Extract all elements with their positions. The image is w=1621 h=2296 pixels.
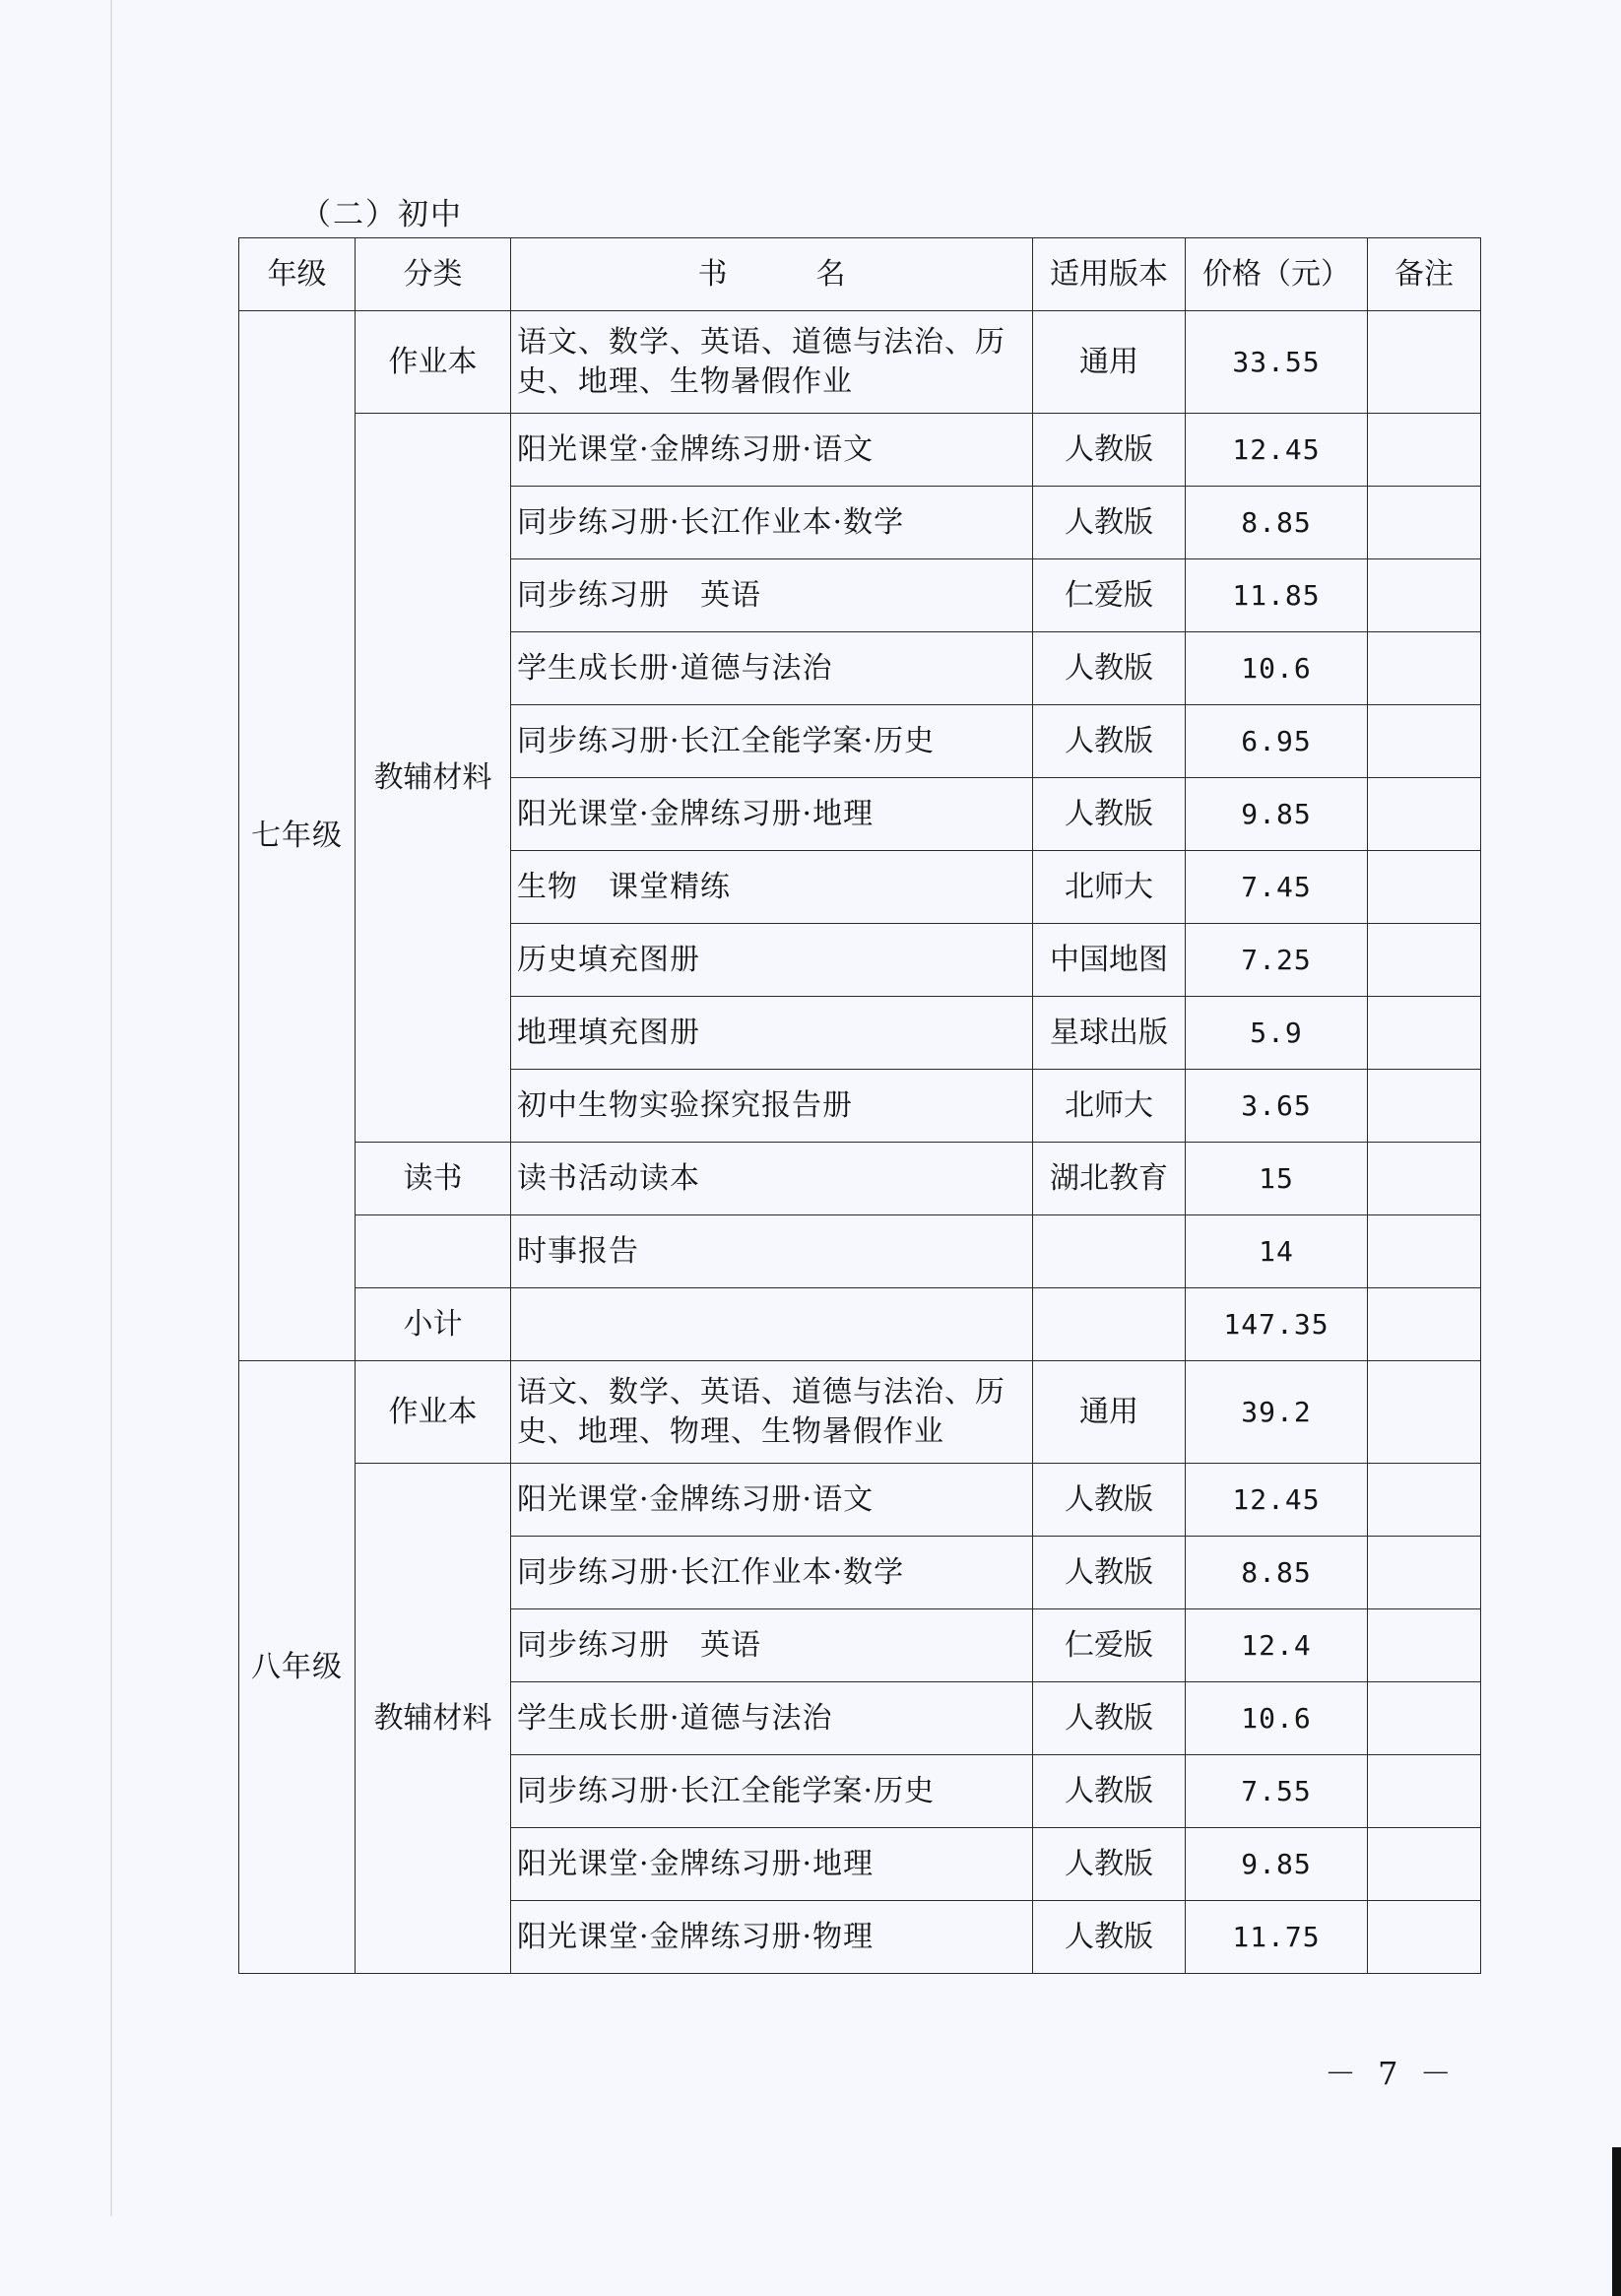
book-name-cell: 同步练习册 英语 — [511, 1609, 1033, 1682]
price-cell: 10.6 — [1186, 632, 1368, 705]
category-cell: 教辅材料 — [356, 1464, 511, 1974]
remark-cell — [1368, 705, 1481, 778]
page-edge — [110, 0, 112, 2216]
header-price: 价格（元） — [1186, 238, 1368, 311]
category-cell — [356, 1215, 511, 1288]
category-cell: 作业本 — [356, 1361, 511, 1464]
price-cell: 9.85 — [1186, 1828, 1368, 1901]
table-row — [239, 1361, 1481, 1464]
page-number: － 7 － — [1325, 2055, 1458, 2092]
book-name-cell: 学生成长册·道德与法治 — [511, 1682, 1033, 1755]
book-name-cell: 地理填充图册 — [511, 997, 1033, 1070]
header-book-name-part1: 书 — [697, 256, 728, 292]
edition-cell: 星球出版 — [1033, 997, 1186, 1070]
edition-cell: 人教版 — [1033, 1755, 1186, 1828]
table-row — [239, 1143, 1481, 1215]
book-name-cell: 生物 课堂精练 — [511, 851, 1033, 924]
price-cell: 39.2 — [1186, 1361, 1368, 1464]
book-name-cell: 同步练习册·长江作业本·数学 — [511, 487, 1033, 559]
edition-cell: 人教版 — [1033, 1901, 1186, 1974]
remark-cell — [1368, 487, 1481, 559]
edition-cell: 通用 — [1033, 311, 1186, 414]
edition-cell: 人教版 — [1033, 487, 1186, 559]
remark-cell — [1368, 924, 1481, 997]
category-cell: 作业本 — [356, 311, 511, 414]
book-name-cell: 同步练习册·长江作业本·数学 — [511, 1537, 1033, 1609]
remark-cell — [1368, 1828, 1481, 1901]
book-name-cell: 历史填充图册 — [511, 924, 1033, 997]
remark-cell — [1368, 414, 1481, 487]
grade-cell: 七年级 — [239, 311, 356, 1361]
edition-cell: 湖北教育 — [1033, 1143, 1186, 1215]
book-name-cell: 阳光课堂·金牌练习册·物理 — [511, 1901, 1033, 1974]
edition-cell — [1033, 1215, 1186, 1288]
table-row — [239, 311, 1481, 414]
grade-cell: 八年级 — [239, 1361, 356, 1974]
remark-cell — [1368, 1901, 1481, 1974]
price-cell: 7.25 — [1186, 924, 1368, 997]
header-edition: 适用版本 — [1033, 238, 1186, 311]
price-cell: 9.85 — [1186, 778, 1368, 851]
remark-cell — [1368, 1609, 1481, 1682]
price-cell: 11.85 — [1186, 559, 1368, 632]
table-header-row — [239, 238, 1481, 311]
price-cell: 12.4 — [1186, 1609, 1368, 1682]
edition-cell: 北师大 — [1033, 851, 1186, 924]
edition-cell: 人教版 — [1033, 632, 1186, 705]
remark-cell — [1368, 851, 1481, 924]
book-name-cell: 初中生物实验探究报告册 — [511, 1070, 1033, 1143]
price-cell: 12.45 — [1186, 1464, 1368, 1537]
edition-cell: 人教版 — [1033, 778, 1186, 851]
book-name-cell: 语文、数学、英语、道德与法治、历史、地理、物理、生物暑假作业 — [511, 1361, 1033, 1464]
remark-cell — [1368, 559, 1481, 632]
remark-cell — [1368, 1755, 1481, 1828]
book-name-cell: 语文、数学、英语、道德与法治、历史、地理、生物暑假作业 — [511, 311, 1033, 414]
book-name-cell: 学生成长册·道德与法治 — [511, 632, 1033, 705]
header-category: 分类 — [356, 238, 511, 311]
header-book-name-part2: 名 — [815, 256, 846, 292]
category-cell: 读书 — [356, 1143, 511, 1215]
remark-cell — [1368, 311, 1481, 414]
table-body — [239, 311, 1481, 1974]
subtotal-price-cell: 147.35 — [1186, 1288, 1368, 1361]
price-cell: 12.45 — [1186, 414, 1368, 487]
edition-cell: 人教版 — [1033, 1828, 1186, 1901]
edition-cell: 人教版 — [1033, 414, 1186, 487]
table-row — [239, 1215, 1481, 1288]
price-cell: 33.55 — [1186, 311, 1368, 414]
page-corner-mark — [1612, 2147, 1621, 2296]
book-name-cell: 时事报告 — [511, 1215, 1033, 1288]
header-remark: 备注 — [1368, 238, 1481, 311]
category-cell: 教辅材料 — [356, 414, 511, 1143]
price-cell: 15 — [1186, 1143, 1368, 1215]
remark-cell — [1368, 1215, 1481, 1288]
subtotal-edition-cell — [1033, 1288, 1186, 1361]
edition-cell: 仁爱版 — [1033, 1609, 1186, 1682]
edition-cell: 人教版 — [1033, 1537, 1186, 1609]
price-cell: 7.45 — [1186, 851, 1368, 924]
remark-cell — [1368, 1682, 1481, 1755]
book-name-cell: 同步练习册·长江全能学案·历史 — [511, 705, 1033, 778]
price-cell: 11.75 — [1186, 1901, 1368, 1974]
edition-cell: 人教版 — [1033, 705, 1186, 778]
price-cell: 6.95 — [1186, 705, 1368, 778]
remark-cell — [1368, 632, 1481, 705]
price-cell: 7.55 — [1186, 1755, 1368, 1828]
remark-cell — [1368, 1143, 1481, 1215]
price-cell: 3.65 — [1186, 1070, 1368, 1143]
subtotal-label-cell: 小计 — [356, 1288, 511, 1361]
remark-cell — [1368, 1361, 1481, 1464]
book-name-cell: 阳光课堂·金牌练习册·地理 — [511, 1828, 1033, 1901]
edition-cell: 人教版 — [1033, 1464, 1186, 1537]
remark-cell — [1368, 997, 1481, 1070]
price-cell: 14 — [1186, 1215, 1368, 1288]
remark-cell — [1368, 1537, 1481, 1609]
book-name-cell: 阳光课堂·金牌练习册·地理 — [511, 778, 1033, 851]
book-name-cell: 读书活动读本 — [511, 1143, 1033, 1215]
header-grade: 年级 — [239, 238, 356, 311]
edition-cell: 通用 — [1033, 1361, 1186, 1464]
table-row — [239, 414, 1481, 487]
edition-cell: 人教版 — [1033, 1682, 1186, 1755]
book-name-cell: 同步练习册·长江全能学案·历史 — [511, 1755, 1033, 1828]
section-title: （二）初中 — [300, 197, 463, 232]
price-cell: 10.6 — [1186, 1682, 1368, 1755]
table-row — [239, 1464, 1481, 1537]
subtotal-row — [239, 1288, 1481, 1361]
edition-cell: 仁爱版 — [1033, 559, 1186, 632]
price-cell: 8.85 — [1186, 1537, 1368, 1609]
subtotal-remark-cell — [1368, 1288, 1481, 1361]
price-cell: 8.85 — [1186, 487, 1368, 559]
price-cell: 5.9 — [1186, 997, 1368, 1070]
remark-cell — [1368, 1070, 1481, 1143]
book-name-cell: 同步练习册 英语 — [511, 559, 1033, 632]
remark-cell — [1368, 778, 1481, 851]
remark-cell — [1368, 1464, 1481, 1537]
edition-cell: 北师大 — [1033, 1070, 1186, 1143]
header-book-name — [511, 238, 1033, 311]
textbook-price-table — [238, 237, 1481, 1974]
subtotal-name-cell — [511, 1288, 1033, 1361]
book-name-cell: 阳光课堂·金牌练习册·语文 — [511, 414, 1033, 487]
edition-cell: 中国地图 — [1033, 924, 1186, 997]
book-name-cell: 阳光课堂·金牌练习册·语文 — [511, 1464, 1033, 1537]
